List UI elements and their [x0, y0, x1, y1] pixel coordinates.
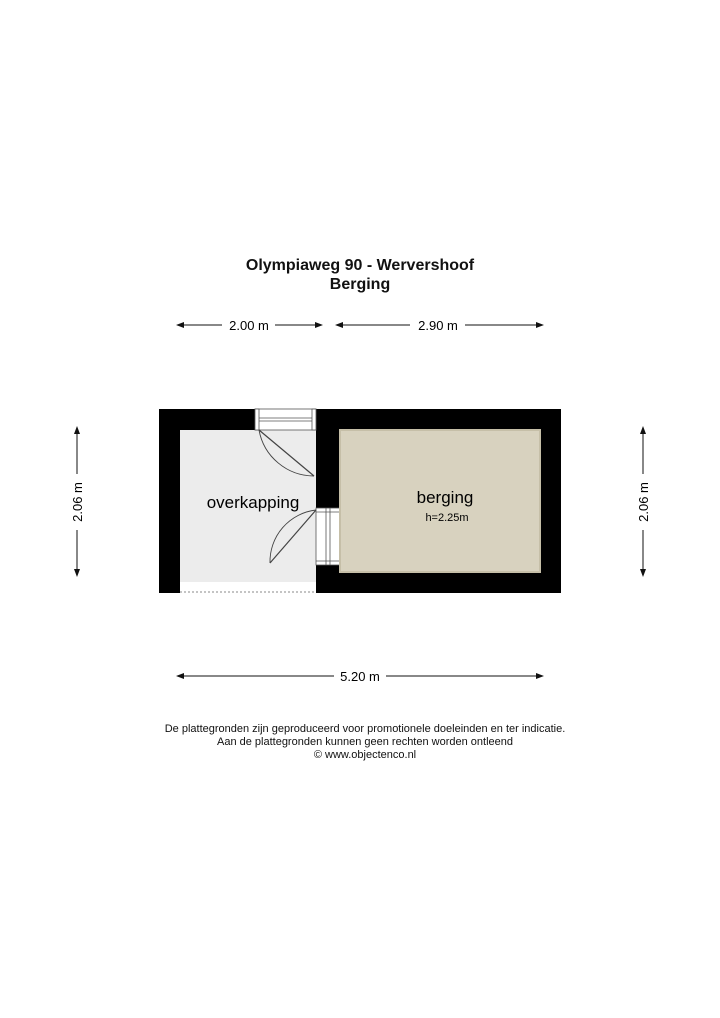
plan-subtitle: Berging: [329, 276, 391, 293]
dimension-bottom-label: 5.20 m: [340, 669, 380, 684]
berging-label: berging: [416, 488, 474, 507]
copyright-link[interactable]: © www.objectenco.nl: [313, 749, 417, 761]
dimension-left: [70, 430, 85, 573]
dimension-bottom: [180, 669, 540, 684]
dimension-top-right-label: 2.90 m: [418, 318, 458, 333]
dimension-left-label: 2.06 m: [70, 482, 85, 522]
berging-height-label: h=2.25m: [425, 512, 469, 524]
disclaimer-line-2: Aan de plattegronden kunnen geen rechten worden ontleend: [216, 736, 513, 748]
dimension-right: [636, 430, 651, 573]
dimension-top-left-label: 2.00 m: [229, 318, 269, 333]
dimension-top-right: [339, 318, 540, 333]
dimension-right-label: 2.06 m: [636, 482, 651, 522]
plan-title: Olympiaweg 90 - Wervershoof: [245, 257, 475, 274]
overkapping-label: overkapping: [206, 493, 300, 512]
disclaimer-line-1: De plattegronden zijn geproduceerd voor promotionele doeleinden en ter indicatie.: [164, 723, 566, 735]
dimension-top-left: [180, 318, 319, 333]
